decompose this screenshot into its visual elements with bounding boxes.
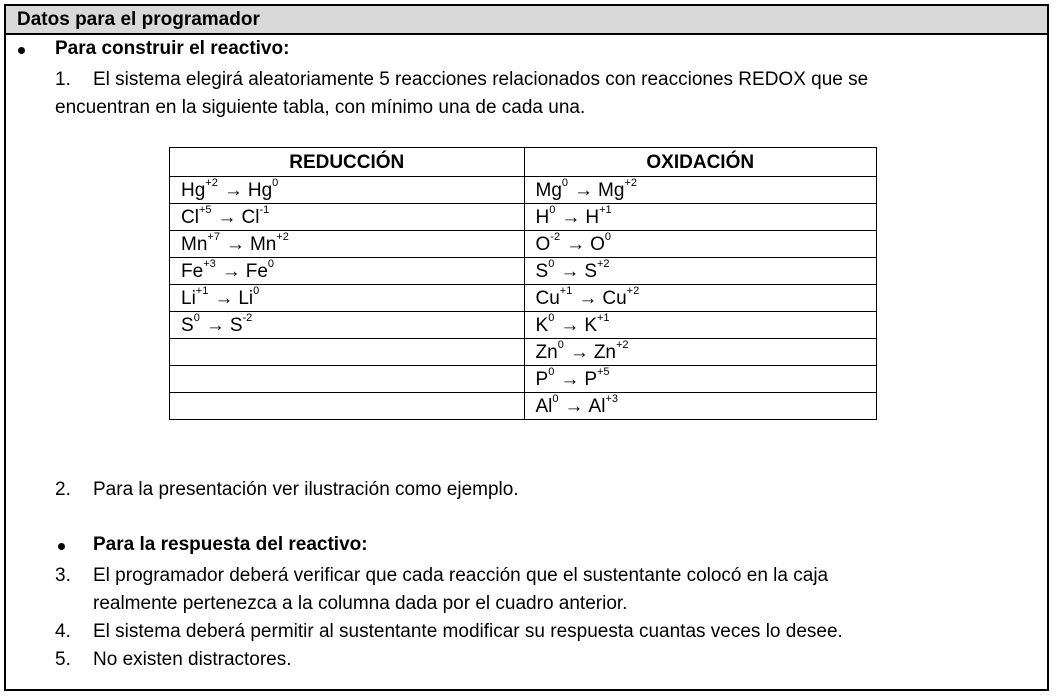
arrow-icon: → [205,314,225,336]
species-to: Cu [602,287,627,309]
species-from: Li [181,287,196,309]
species-to: Fe [245,260,268,282]
table-row [170,258,877,285]
arrow-icon: → [561,206,581,228]
section-title-respuesta: Para la respuesta del reactivo: [93,534,368,555]
oxidation-state-to: -1 [259,203,270,216]
species-to: Mg [598,179,625,201]
arrow-icon: → [578,287,598,309]
species-to: Mn [249,233,277,255]
arrow-icon: → [566,233,586,255]
reduccion-cell [170,177,525,204]
oxidacion-cell [524,339,877,366]
species-to: O [590,233,605,255]
header-reduccion: REDUCCIÓN [170,148,525,177]
species-to: S [229,314,243,336]
oxidacion-cell [524,258,877,285]
table-row [170,177,877,204]
oxidation-state-from: +3 [203,257,216,270]
oxidacion-cell [524,231,877,258]
oxidation-state-from: 0 [548,311,555,324]
species-to: H [585,206,600,228]
table-row [170,204,877,231]
reduccion-cell [170,258,525,285]
item-number: 4. [55,621,71,642]
oxidation-state-to: +1 [599,203,612,216]
oxidacion-cell [524,366,877,393]
reduccion-cell [170,285,525,312]
item5-text: No existen distractores. [93,649,292,670]
arrow-icon: → [560,260,580,282]
oxidacion-cell [524,393,877,420]
table-row [170,231,877,258]
oxidation-state-to: +2 [597,257,610,270]
species-to: Al [588,395,606,417]
section-title-construir: Para construir el reactivo: [55,38,290,59]
oxidation-state-to: 0 [272,176,279,189]
species-from: Mn [181,233,208,255]
item3-line1: El programador deberá verificar que cada reacción que el sustentante colocó en la caja [93,565,829,586]
arrow-icon: → [217,206,237,228]
oxidacion-cell [524,204,877,231]
oxidation-state-to: +3 [605,392,618,405]
reduccion-cell [170,204,525,231]
item1-line2: encuentran en la siguiente tabla, con mínimo una de cada una. [55,97,586,118]
oxidacion-cell [524,177,877,204]
species-from: H [535,206,550,228]
arrow-icon: → [221,260,241,282]
oxidation-state-from: 0 [193,311,200,324]
item1-line1: El sistema elegirá aleatoriamente 5 reacciones relacionados con reacciones REDOX que se [93,69,869,90]
item-number: 3. [55,565,71,586]
arrow-icon: → [225,233,245,255]
reduccion-cell [170,312,525,339]
table-row [170,339,877,366]
arrow-icon: → [564,395,584,417]
arrow-icon: → [223,179,243,201]
species-from: Zn [535,341,558,363]
oxidation-state-to: -2 [242,311,253,324]
species-from: Mg [535,179,562,201]
header-title: Datos para el programador [17,8,260,30]
item3-line2: realmente pertenezca a la columna dada por el cuadro anterior. [93,593,628,614]
bullet-icon [18,47,25,54]
oxidation-state-to: +1 [597,311,610,324]
species-from: Cl [181,206,199,228]
header-oxidacion: OXIDACIÓN [524,148,877,177]
arrow-icon: → [574,179,594,201]
reduccion-cell [170,231,525,258]
table-row [170,393,877,420]
oxidation-state-to: +2 [626,284,640,297]
item-number: 2. [55,479,71,500]
species-to: P [584,368,597,390]
oxidation-state-from: +5 [198,203,212,216]
oxidation-state-to: +2 [624,176,637,189]
oxidation-state-from: 0 [557,338,564,351]
species-to: Cl [241,206,260,228]
arrow-icon: → [560,368,580,390]
oxidation-state-to: +5 [597,365,610,378]
oxidation-state-from: +1 [559,284,573,297]
table-row [170,312,877,339]
item-number: 1. [55,69,71,90]
item2-text: Para la presentación ver ilustración como ejemplo. [93,479,519,500]
oxidation-state-from: 0 [561,176,569,189]
species-from: Fe [181,260,204,282]
reduccion-cell [170,339,525,366]
oxidation-state-to: 0 [604,230,611,243]
arrow-icon: → [214,287,234,309]
species-from: Hg [181,179,206,201]
species-to: Hg [247,179,273,201]
oxidation-state-from: -2 [550,230,561,243]
oxidation-state-to: +2 [276,230,289,243]
item4-text: El sistema deberá permitir al sustentante modificar su respuesta cuantas veces lo desee. [93,621,843,642]
species-from: S [181,314,194,336]
table-header-row [170,148,877,177]
oxidation-state-from: +2 [205,176,218,189]
species-to: K [584,314,597,336]
species-from: S [535,260,549,282]
redox-table [169,147,877,420]
oxidacion-cell [524,285,877,312]
oxidation-state-from: +7 [207,230,220,243]
oxidation-state-from: +1 [195,284,209,297]
species-from: P [535,368,549,390]
item-number: 5. [55,649,71,670]
oxidation-state-to: 0 [253,284,260,297]
oxidation-state-from: 0 [548,257,555,270]
oxidacion-cell [524,312,877,339]
oxidation-state-from: 0 [552,392,559,405]
arrow-icon: → [560,314,580,336]
table-row [170,366,877,393]
reduccion-cell [170,393,525,420]
species-to: S [584,260,597,282]
species-from: O [535,233,551,255]
bullet-icon [58,543,65,550]
oxidation-state-to: +2 [616,338,629,351]
oxidation-state-from: 0 [548,365,555,378]
species-to: Li [238,287,254,309]
species-from: Al [535,395,553,417]
table-row [170,285,877,312]
oxidation-state-to: 0 [267,257,275,270]
oxidation-state-from: 0 [549,203,556,216]
species-from: K [535,314,549,336]
section-header [6,6,1047,35]
species-from: Cu [535,287,560,309]
arrow-icon: → [569,341,589,363]
species-to: Zn [593,341,616,363]
reduccion-cell [170,366,525,393]
